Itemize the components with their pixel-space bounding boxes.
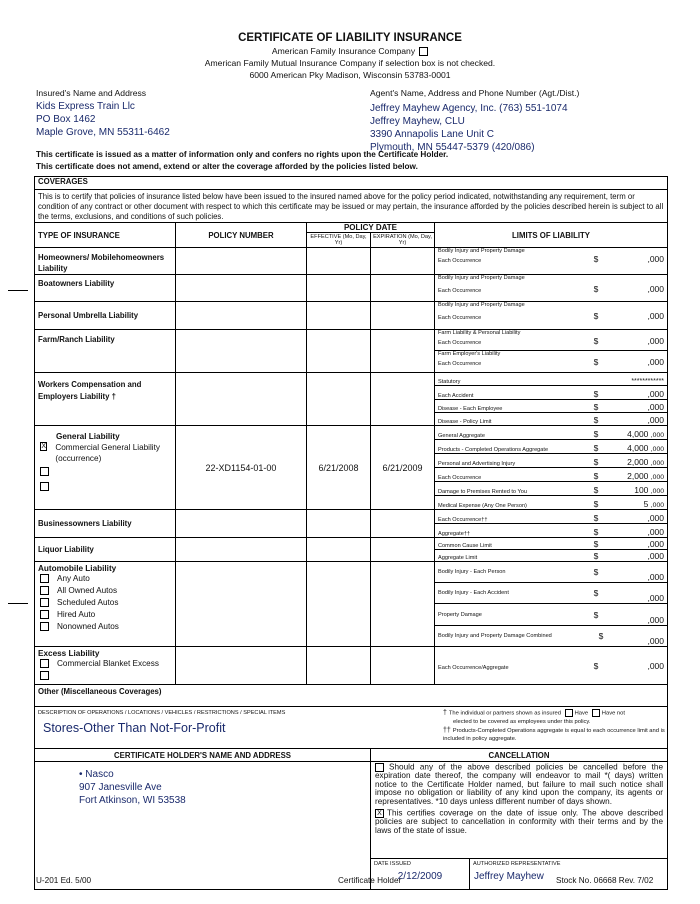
limit-amount: 2,000 (627, 457, 649, 467)
limit-amount: ,000 (647, 660, 665, 671)
limit-label: Each Occurrence (438, 258, 482, 264)
limit-amount: ,000 (647, 527, 665, 537)
form-number: U-201 Ed. 5/00 (36, 876, 92, 885)
excess-label: Excess Liability (38, 649, 100, 658)
limit-amount: 5 (643, 499, 649, 509)
auto-owned-checkbox[interactable] (40, 586, 49, 595)
excess-blanket-checkbox[interactable] (40, 659, 49, 668)
col-policy-date (307, 223, 435, 248)
limit-label: Each Occurrence (438, 361, 482, 367)
row-excess (35, 647, 176, 685)
description-value: Stores-Other Than Not-For-Profit (43, 721, 226, 735)
limit-suffix: ,000 (650, 502, 665, 509)
row-automobile (35, 562, 176, 647)
insured-address-1: PO Box 1462 (36, 114, 96, 125)
row-farm: Farm/Ranch Liability (35, 330, 176, 373)
limit-suffix: ,000 (650, 460, 665, 467)
agent-label: Agent's Name, Address and Phone Number (Agt./Dist.) (370, 88, 580, 98)
note-text: elected to be covered as employees under this policy. (453, 718, 591, 725)
company-address: 6000 American Pky Madison, Wisconsin 53783-0001 (249, 70, 451, 80)
row-liquor: Liquor Liability (35, 538, 176, 562)
dollar-sign: $ (593, 588, 599, 598)
company-line-2: American Family Mutual Insurance Company if selection box is not checked. (204, 58, 496, 68)
dollar-sign: $ (593, 311, 599, 321)
limit-label: Disease - Each Employee (438, 406, 503, 412)
gl-commercial-checkbox[interactable]: X (41, 443, 46, 450)
limit-label: Each Occurrence/Aggregate (438, 664, 509, 671)
certifies-text: This certifies coverage on the date of issue only. The above described policies are subject to cancellation in conformity with their terms and by the laws of the state of issue. (375, 808, 664, 835)
limit-amount: ,000 (647, 572, 665, 582)
auto-option-label: Any Auto (57, 574, 90, 583)
limit-amount: ,000 (647, 402, 665, 412)
note-text: Have not (601, 710, 625, 717)
limit-amount: ,000 (647, 284, 665, 294)
certifies-checkbox[interactable]: X (375, 809, 384, 818)
limit-label: Bodily Injury - Each Accident (438, 590, 509, 596)
holder-name: Nasco (85, 769, 114, 780)
have-not-checkbox[interactable] (592, 709, 600, 717)
row-workers: Workers Compensation and Employers Liability † (35, 373, 176, 426)
limit-label: Statutory (438, 379, 461, 385)
limit-label: General Aggregate (438, 433, 485, 439)
col-effective: EFFECTIVE (Mo, Day, Yr) (307, 233, 371, 247)
limit-label: Bodily Injury and Property Damage Combined (438, 633, 552, 639)
footer-center: Certificate Holder (338, 876, 402, 885)
insured-address-2: Maple Grove, MN 55311-6462 (36, 127, 170, 138)
limit-label: Disease - Policy Limit (438, 419, 492, 425)
col-expiration: EXPIRATION (Mo, Day, Yr) (373, 234, 432, 246)
note-text: The individual or partners shown as insured (448, 710, 561, 717)
dollar-sign: $ (593, 609, 599, 620)
date-issued: 2/12/2009 (397, 871, 443, 882)
limit-amount: ,000 (647, 615, 665, 625)
dollar-sign: $ (593, 254, 599, 264)
dollar-sign: $ (593, 527, 599, 537)
holder-address-1: 907 Janesville Ave (79, 782, 162, 793)
excess-blank-checkbox[interactable] (40, 671, 49, 680)
limit-label: Each Occurrence†† (438, 517, 488, 523)
limit-label: Each Occurrence (438, 288, 482, 294)
limit-amount: 100 (634, 485, 649, 495)
agent-line-2: Jeffrey Mayhew, CLU (370, 116, 465, 127)
limit-suffix: ,000 (650, 446, 665, 453)
auto-hired-checkbox[interactable] (40, 610, 49, 619)
limit-amount: ,000 (647, 389, 665, 399)
limit-label: Each Accident (438, 393, 474, 399)
cancellation-cell (371, 762, 668, 890)
limit-amount: 2,000 (627, 471, 649, 481)
dollar-sign: $ (593, 429, 599, 439)
coverages-heading: COVERAGES (35, 177, 668, 190)
dollar-sign: $ (593, 471, 599, 481)
col-limits: LIMITS OF LIABILITY (435, 223, 668, 248)
auto-scheduled-checkbox[interactable] (40, 598, 49, 607)
have-checkbox[interactable] (565, 709, 573, 717)
col-date-label: POLICY DATE (307, 223, 434, 233)
dollar-sign: $ (593, 336, 599, 346)
gl-label: General Liability (56, 432, 120, 441)
dollar-sign: $ (593, 485, 599, 495)
col-policy: POLICY NUMBER (176, 223, 307, 248)
limit-label: Bodily Injury and Property Damage (438, 275, 525, 281)
row-other: Other (Miscellaneous Coverages) (35, 685, 668, 707)
limit-label: Property Damage (438, 611, 482, 618)
dollar-sign: $ (593, 443, 599, 453)
description-label: DESCRIPTION OF OPERATIONS / LOCATIONS / VEHICLES / RESTRICTIONS / SPECIAL ITEMS (38, 710, 286, 716)
page-title: CERTIFICATE OF LIABILITY INSURANCE (238, 32, 462, 44)
col-type: TYPE OF INSURANCE (35, 223, 176, 248)
agent-line-3: 3390 Annapolis Lane Unit C (370, 129, 494, 140)
limit-statutory: ************ (631, 378, 665, 385)
coverages-text: This is to certify that policies of insurance listed below have been issued to the insured named above for the policy period indicated, notwithstanding any requirement, term or condition of any contract or other document with respect to which this certificate may be issued or may pertain, the insurance afforded by the policies described herein is subject to all the terms, exclusions, and conditions of such policies. (35, 190, 668, 223)
row-businessowners: Businessowners Liability (35, 510, 176, 538)
auto-any-checkbox[interactable] (40, 574, 49, 583)
limit-label: Aggregate†† (438, 531, 471, 537)
holder-cell: • Nasco 907 Janesville Ave Fort Atkinson, WI 53538 (35, 762, 371, 890)
margin-tick (8, 290, 28, 291)
limit-amount: ,000 (647, 254, 665, 264)
limit-amount: ,000 (647, 513, 665, 523)
limit-label: Damage to Premises Rented to You (438, 489, 527, 495)
limit-amount: ,000 (647, 415, 665, 425)
limit-suffix: ,000 (650, 432, 665, 439)
limit-amount: 4,000 (627, 429, 649, 439)
description-notes: † The individual or partners shown as insured Have Have not elected to be covered as employees under this policy. †† Products-Completed Operations aggregate is equal to each occurrence limit and is included in policy aggregate. (443, 709, 665, 742)
limit-label: Bodily Injury and Property Damage (438, 248, 525, 254)
agent-line-1: Jeffrey Mayhew Agency, Inc. (763) 551-1074 (370, 103, 568, 114)
gl-effective-date: 6/21/2008 (307, 426, 371, 510)
auto-label: Automobile Liability (38, 564, 117, 573)
gl-policy-number: 22-XD1154-01-00 (176, 426, 307, 510)
excess-option-label: Commercial Blanket Excess (57, 659, 159, 668)
insured-label: Insured's Name and Address (36, 88, 147, 98)
coverage-table (34, 176, 668, 890)
dollar-sign: $ (593, 389, 599, 399)
dollar-sign: $ (593, 551, 599, 561)
limit-suffix: ,000 (650, 488, 665, 495)
row-boatowners: Boatowners Liability (35, 275, 176, 302)
row-homeowners: Homeowners/ Mobilehomeowners Liability (35, 248, 176, 275)
limit-label: Common Cause Limit (438, 543, 492, 549)
limit-amount: ,000 (647, 311, 665, 321)
stock-number: Stock No. 06668 Rev. 7/02 (556, 876, 654, 885)
gl-commercial-label: Commercial General Liability (occurrence) (55, 443, 160, 463)
dollar-sign: $ (598, 631, 604, 641)
limit-label: Medical Expense (Any One Person) (438, 503, 527, 509)
auto-option-label: All Owned Autos (57, 586, 118, 595)
limit-label: Each Occurrence (438, 340, 482, 346)
auto-option-label: Hired Auto (57, 610, 96, 619)
notice-2: This certificate does not amend, extend or alter the coverage afforded by the policies listed below. (36, 162, 418, 171)
limit-amount: ,000 (647, 551, 665, 561)
limit-label: Farm Liability & Personal Liability (438, 330, 521, 336)
row-umbrella: Personal Umbrella Liability (35, 302, 176, 330)
limit-amount: ,000 (647, 593, 665, 603)
insured-name: Kids Express Train Llc (36, 101, 135, 112)
auto-nonowned-checkbox[interactable] (40, 622, 49, 631)
limit-label: Each Occurrence (438, 315, 482, 321)
notice-1: This certificate is issued as a matter of information only and confers no rights upon the Certificate Holder. (36, 150, 449, 159)
gl-blank-checkbox[interactable] (40, 467, 49, 476)
authorized-representative: Jeffrey Mayhew (474, 871, 544, 882)
auto-option-label: Nonowned Autos (57, 622, 119, 631)
limit-label: Products - Completed Operations Aggregate (438, 447, 549, 453)
auto-option-label: Scheduled Autos (57, 598, 119, 607)
limit-label: Personal and Advertising Injury (438, 461, 516, 467)
dollar-sign: $ (593, 357, 599, 367)
note-text: Have (574, 710, 589, 717)
gl-expiration-date: 6/21/2009 (371, 426, 435, 510)
limit-amount: 4,000 (627, 443, 649, 453)
company-checkbox[interactable] (419, 47, 428, 56)
dollar-sign: $ (593, 499, 599, 509)
margin-tick (8, 603, 28, 604)
limit-amount: ,000 (647, 357, 665, 367)
dollar-sign: $ (593, 457, 599, 467)
limit-label: Each Occurrence (438, 475, 482, 481)
rep-label: AUTHORIZED REPRESENTATIVE (473, 861, 561, 867)
limit-amount: ,000 (647, 336, 665, 346)
limit-label: Aggregate Limit (438, 555, 478, 561)
dollar-sign: $ (593, 415, 599, 425)
limit-label: Farm Employer's Liability (438, 351, 501, 357)
holder-address-2: Fort Atkinson, WI 53538 (79, 795, 186, 806)
limit-label: Bodily Injury - Each Person (438, 569, 506, 575)
row-general-liability (35, 426, 176, 510)
dollar-sign: $ (593, 660, 599, 671)
dollar-sign: $ (593, 402, 599, 412)
limit-label: Bodily Injury and Property Damage (438, 302, 525, 308)
agent-line-4: Plymouth, MN 55447-5379 (420/086) (370, 142, 535, 153)
dollar-sign: $ (593, 567, 599, 577)
holder-heading: CERTIFICATE HOLDER'S NAME AND ADDRESS (35, 749, 371, 762)
cancellation-heading: CANCELLATION (371, 749, 668, 762)
dollar-sign: $ (593, 284, 599, 294)
description-cell (35, 707, 668, 749)
dollar-sign: $ (593, 539, 599, 549)
limit-amount: ,000 (647, 636, 665, 646)
cancellation-text: Should any of the above described policies be cancelled before the expiration date thereof, the company will endeavor to mail *( days) written notice to the Certificate Holder named, but failure to mail such notice shall impose no obligation or liability of any kind upon the company, its agents or representatives. *10 days unless different number of days shown. (375, 762, 664, 807)
date-issued-label: DATE ISSUED (374, 861, 411, 867)
company-line-1: American Family Insurance Company (0, 46, 700, 56)
note-text: Products-Completed Operations aggregate is equal to each occurrence limit and is included in policy aggregate. (443, 727, 665, 742)
limit-amount: ,000 (647, 539, 665, 549)
limit-suffix: ,000 (650, 474, 665, 481)
gl-blank-checkbox[interactable] (40, 482, 49, 491)
dollar-sign: $ (593, 513, 599, 523)
